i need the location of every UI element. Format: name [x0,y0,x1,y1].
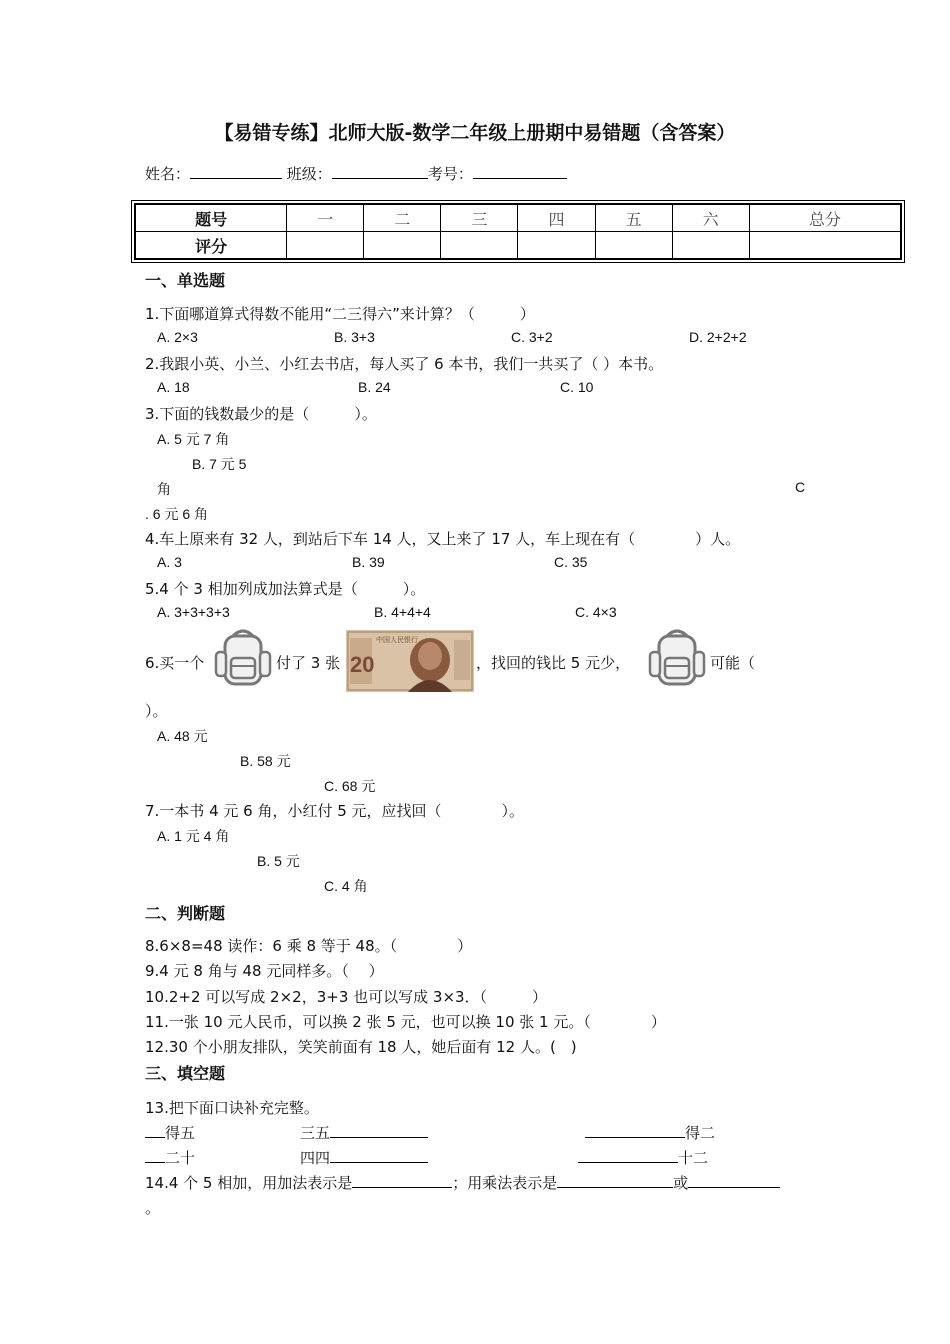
fill-blank[interactable] [145,1123,165,1138]
fill-blank[interactable] [145,1148,165,1163]
score-table [134,203,902,260]
question-2: 2.我跟小英、小兰、小红去书店，每人买了 6 本书，我们一共买了（ ）本书。 [145,355,664,373]
question-14-text: 或 [673,1174,689,1192]
backpack-icon [213,626,273,688]
score-table-cell: 题号 [135,204,287,232]
rhyme-text: 得五 [165,1124,196,1142]
rhyme-text: 十二 [678,1149,709,1167]
score-table-cell: 五 [595,204,672,232]
fill-blank[interactable] [578,1148,678,1163]
question-6-part4: 可能（ [710,654,756,672]
question-10: 10.2+2 可以写成 2×2，3+3 也可以写成 3×3．（ ） [145,988,548,1006]
score-table-cell: 六 [672,204,749,232]
question-4: 4.车上原来有 32 人，到站后下车 14 人，又上来了 17 人，车上现在有（ ）人。 [145,530,741,548]
rhyme-text: 二十 [165,1149,196,1167]
option-c-tail: . 6 元 6 角 [145,506,209,522]
question-12: 12.30 个小朋友排队，笑笑前面有 18 人，她后面有 12 人。( ) [145,1038,577,1056]
rhyme-row-2-mid [300,1147,428,1168]
score-table-header-row [135,204,901,232]
option-c[interactable]: C. 68 元 [324,778,376,794]
rhyme-text: 四四 [300,1149,331,1167]
section-heading: 一、单选题 [145,271,226,290]
option-c[interactable]: C. 4 角 [324,878,368,894]
option-c[interactable]: C. 3+2 [511,329,553,345]
backpack-icon [647,626,707,688]
score-input-cell[interactable] [518,232,595,260]
score-table-cell: 三 [441,204,518,232]
question-14 [145,1172,780,1193]
question-6-part1: 6.买一个 [145,654,205,672]
banknote-20-yuan-icon [346,630,474,692]
rhyme-text: 三五 [300,1124,331,1142]
option-c[interactable]: C. 10 [560,379,594,395]
banknote-header: 中国人民银行 [376,636,418,644]
rhyme-row-1-mid [300,1122,428,1143]
score-input-cell[interactable] [749,232,901,260]
score-table-cell: 二 [364,204,441,232]
option-a[interactable]: A. 48 元 [157,728,208,744]
section-heading: 二、判断题 [145,904,226,923]
section-heading: 三、填空题 [145,1064,226,1083]
question-11: 11.一张 10 元人民币，可以换 2 张 5 元，也可以换 10 张 1 元。（ ） [145,1013,666,1031]
question-7: 7.一本书 4 元 6 角，小红付 5 元，应找回（ ）。 [145,802,525,820]
option-c[interactable]: C. 4×3 [575,604,617,620]
fill-blank[interactable] [330,1123,428,1138]
question-6-part3: ，找回的钱比 5 元少， [476,654,631,672]
option-a[interactable]: A. 5 元 7 角 [157,431,230,447]
rhyme-row-1 [145,1122,195,1143]
option-b[interactable]: B. 39 [352,554,385,570]
rhyme-row-1-right [585,1122,715,1143]
student-info [145,163,567,184]
option-a[interactable]: A. 18 [157,379,190,395]
score-table-cell: 评分 [135,232,287,260]
score-input-cell[interactable] [595,232,672,260]
option-b[interactable]: B. 24 [358,379,391,395]
option-a[interactable]: A. 3+3+3+3 [157,604,230,620]
score-input-cell[interactable] [287,232,364,260]
fill-blank[interactable] [585,1123,685,1138]
score-input-cell[interactable] [441,232,518,260]
score-table-cell: 一 [287,204,364,232]
question-5: 5.4 个 3 相加列成加法算式是（ ）。 [145,580,426,598]
question-9: 9.4 元 8 角与 48 元同样多。（ ） [145,962,384,980]
question-14-text: 14.4 个 5 相加，用加法表示是 [145,1174,353,1192]
option-b[interactable]: B. 4+4+4 [374,604,431,620]
score-table-cell: 四 [518,204,595,232]
score-input-cell[interactable] [672,232,749,260]
option-b[interactable]: B. 58 元 [240,753,291,769]
rhyme-row-2-right [578,1147,708,1168]
option-c[interactable]: C [795,479,806,495]
exam-label: 考号： [427,165,473,183]
option-b[interactable]: B. 7 元 5 [192,456,247,472]
rhyme-text: 得二 [685,1124,716,1142]
option-b[interactable]: B. 3+3 [334,329,375,345]
page-title: 【易错专练】北师大版-数学二年级上册期中易错题（含答案） [214,122,736,144]
name-blank[interactable] [190,164,282,179]
exam-blank[interactable] [473,164,567,179]
banknote-value: 20 [350,652,375,677]
question-6-part2: 付了 3 张 [276,654,341,672]
name-label: 姓名： [145,165,191,183]
question-13: 13.把下面口诀补充完整。 [145,1099,319,1117]
option-b[interactable]: B. 5 元 [257,853,300,869]
option-a[interactable]: A. 1 元 4 角 [157,828,230,844]
option-c[interactable]: C. 35 [554,554,588,570]
fill-blank[interactable] [557,1173,673,1188]
question-3: 3.下面的钱数最少的是（ ）。 [145,405,377,423]
option-a[interactable]: A. 3 [157,554,182,570]
rhyme-row-2 [145,1147,195,1168]
fill-blank[interactable] [688,1173,780,1188]
question-1: 1.下面哪道算式得数不能用“二三得六”来计算？（ ） [145,305,535,323]
score-input-cell[interactable] [364,232,441,260]
question-8: 8.6×8=48 读作：6 乘 8 等于 48。（ ） [145,937,473,955]
option-a[interactable]: A. 2×3 [157,329,198,345]
class-blank[interactable] [332,164,428,179]
option-d[interactable]: D. 2+2+2 [689,329,747,345]
score-table-cell: 总分 [749,204,901,232]
question-6-part5: ）。 [145,702,168,720]
fill-blank[interactable] [330,1148,428,1163]
option-b-tail: 角 [157,481,171,497]
fill-blank[interactable] [352,1173,452,1188]
class-label: 班级： [286,165,332,183]
question-14-text: ；用乘法表示是 [452,1174,558,1192]
score-table-score-row [135,232,901,260]
question-14-end: 。 [145,1199,161,1217]
